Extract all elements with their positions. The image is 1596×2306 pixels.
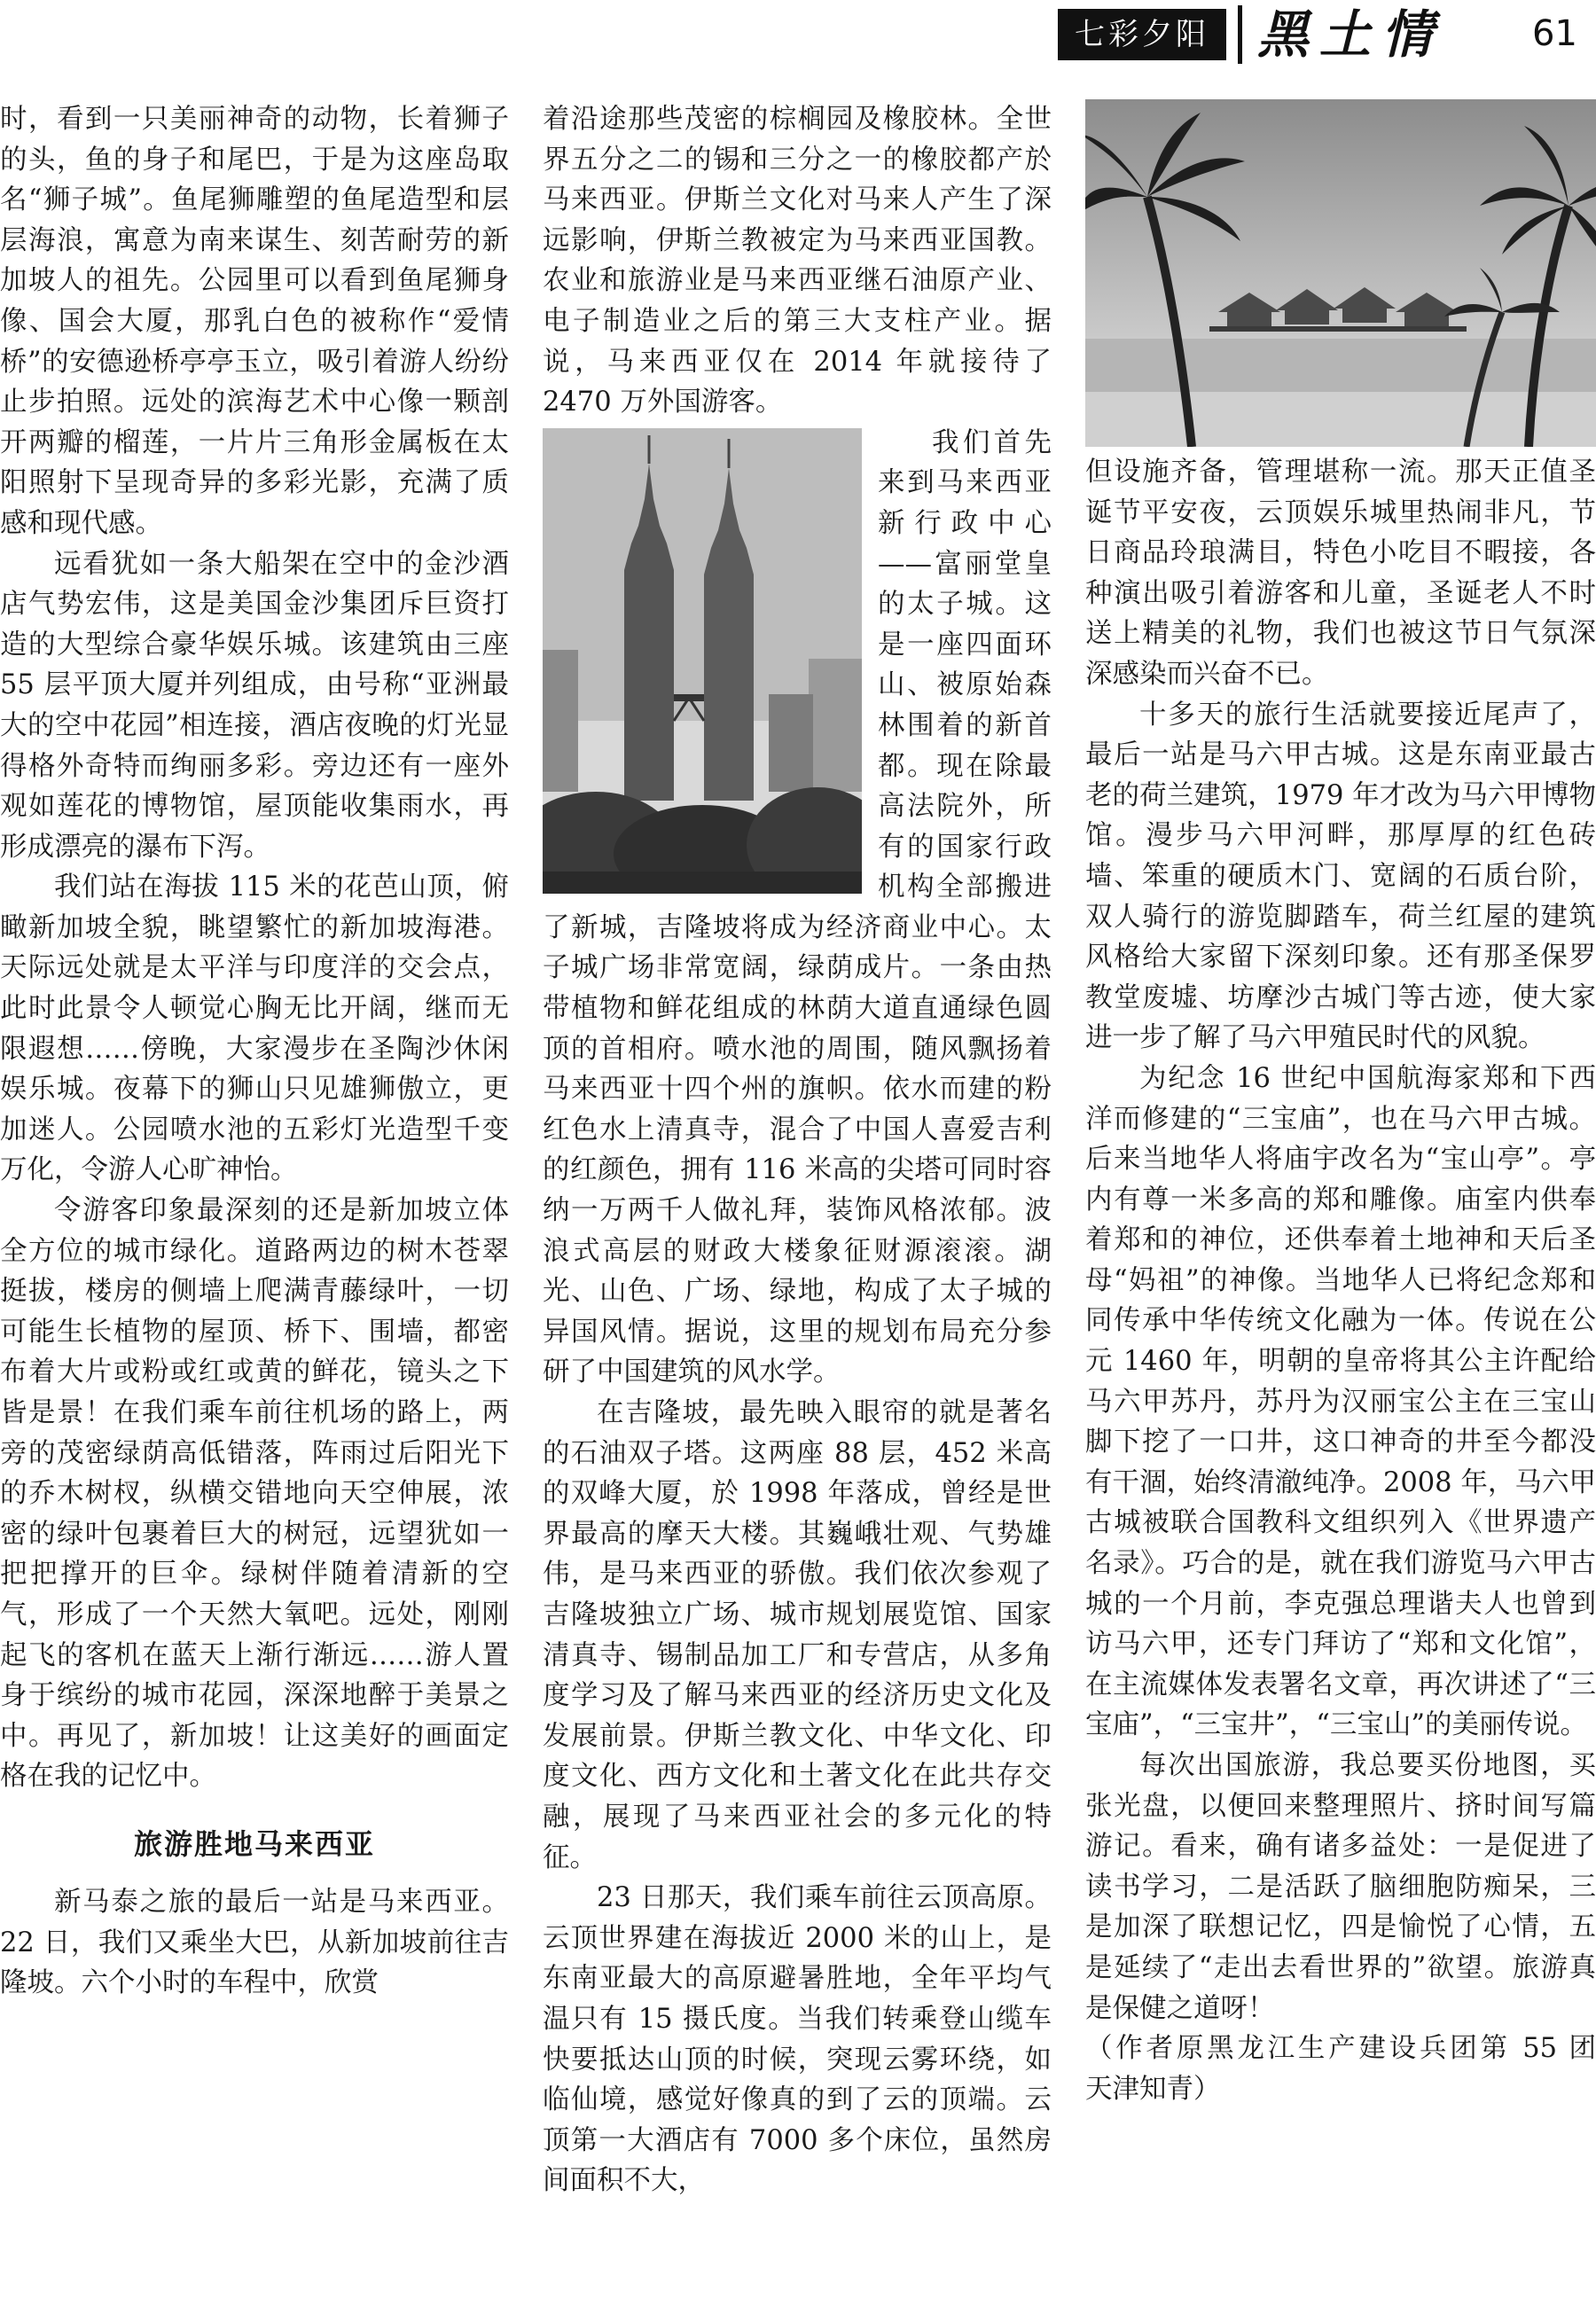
page-number: 61 bbox=[1532, 13, 1577, 54]
article-column-2 bbox=[543, 99, 1052, 2298]
paragraph: 在吉隆坡，最先映入眼帘的就是著名的石油双子塔。这两座 88 层，452 米高的双峰大厦，於 1998 年落成，曾经是世界最高的摩天大楼。其巍峨壮观、气势雄伟，是马来西亚的骄傲。我们依次参观了吉隆坡独立广场、城市规划展览馆、国家清真寺、锡制品加工厂和专营店，从多角度学习及了解马来西亚的经济历史文化及发展前景。伊斯兰教文化、中华文化、印度文化、西方文化和土著文化在此共存交融，展现了马来西亚社会的多元化的特征。 bbox=[543, 1397, 1052, 1873]
paragraph: 为纪念 16 世纪中国航海家郑和下西洋而修建的“三宝庙”，也在马六甲古城。后来当地华人将庙宇改名为“宝山亭”。亭内有尊一米多高的郑和雕像。庙室内供奉着郑和的神位，还供奉着土地神和天后圣母“妈祖”的神像。当地华人已将纪念郑和同传承中华传统文化融为一体。传说在公元 1460 年，明朝的皇帝将其公主许配给马六甲苏丹，苏丹为汉丽宝公主在三宝山脚下挖了一口井，这口神奇的井至今都没有干涸，始终清澈纯净。2008 年，马六甲古城被联合国教科文组织列入《世界遗产名录》。巧合的是，就在我们游览马六甲古城的一个月前，李克强总理谐夫人也曾到访马六甲，还专门拜访了“郑和文化馆”，在主流媒体发表署名文章，再次讲述了“三宝庙”，“三宝井”，“三宝山”的美丽传说。 bbox=[1085, 1062, 1596, 1741]
paragraph: 我们首先来到马来西亚新行政中心——富丽堂皇的太子城。这是一座四面环山、被原始森林围着的新首都。现在除最高法院外，所有的国家行政机构全部搬进了新城，吉隆坡将成为经济商业中心。太子城广场非常宽阔，绿荫成片。一条由热带植物和鲜花组成的林荫大道直通绿色圆顶的首相府。喷水池的周围，随风飘扬着马来西亚十四个州的旗帜。依水而建的粉红色水上清真寺，混合了中国人喜爱吉利的红颜色，拥有 116 米高的尖塔可同时容纳一万两千人做礼拜，装饰风格浓郁。波浪式高层的财政大楼象征财源滚滚。湖光、山色、广场、绿地，构成了太子城的异国风情。据说，这里的规划布局充分参研了中国建筑的风水学。 bbox=[543, 426, 1052, 1388]
paragraph: 每次出国旅游，我总要买份地图，买张光盘，以便回来整理照片、挤时间写篇游记。看来，确有诸多益处：一是促进了读书学习，二是活跃了脑细胞防痴呆，三是加深了联想记忆，四是愉悦了心情，五是延续了“走出去看世界的”欲望。旅游真是保健之道呀！ bbox=[1085, 1750, 1596, 2024]
paragraph: 时，看到一只美丽神奇的动物，长着狮子的头，鱼的身子和尾巴，于是为这座岛取名“狮子城”。鱼尾狮雕塑的鱼尾造型和层层海浪，寓意为南来谋生、刻苦耐劳的新加坡人的祖先。公园里可以看到鱼尾狮身像、国会大厦，那乳白色的被称作“爱情桥”的安德逊桥亭亭玉立，吸引着游人纷纷止步拍照。远处的滨海艺术中心像一颗剖开两瓣的榴莲，一片片三角形金属板在太阳照射下呈现奇异的多彩光影，充满了质感和现代感。 bbox=[0, 104, 509, 539]
paragraph: 十多天的旅行生活就要接近尾声了，最后一站是马六甲古城。这是东南亚最古老的荷兰建筑，1979 年才改为马六甲博物馆。漫步马六甲河畔，那厚厚的红色砖墙、笨重的硬质木门、宽阔的石质台阶，双人骑行的游览脚踏车，荷兰红屋的建筑风格给大家留下深刻印象。还有那圣保罗教堂废墟、坊摩沙古城门等古迹，使大家进一步了解了马六甲殖民时代的风貌。 bbox=[1085, 699, 1596, 1054]
article-column-3 bbox=[1085, 99, 1596, 2298]
twin-towers-photo bbox=[543, 428, 862, 894]
masthead-title: 黑土情 bbox=[1257, 4, 1444, 65]
paragraph: 新马泰之旅的最后一站是马来西亚。22 日，我们又乘坐大巴，从新加坡前往吉隆坡。六个小时的车程中，欣赏 bbox=[0, 1886, 509, 1999]
section-subheading: 旅游胜地马来西亚 bbox=[133, 1826, 375, 1861]
paragraph: 远看犹如一条大船架在空中的金沙酒店气势宏伟，这是美国金沙集团斥巨资打造的大型综合豪华娱乐城。该建筑由三座 55 层平顶大厦并列组成，由号称“亚洲最大的空中花园”相连接，酒店夜晚的灯光显得格外奇特而绚丽多彩。旁边还有一座外观如莲花的博物馆，屋顶能收集雨水，再形成漂亮的瀑布下泻。 bbox=[0, 548, 509, 863]
paragraph: 23 日那天，我们乘车前往云顶高原。云顶世界建在海拔近 2000 米的山上，是东南亚最大的高原避暑胜地，全年平均气温只有 15 摄氏度。当我们转乘登山缆车快要抵达山顶的时候，突现云雾环绕，如临仙境，感觉好像真的到了云的顶端。云顶第一大酒店有 7000 多个床位，虽然房间面积不大， bbox=[543, 1882, 1052, 2197]
paragraph: 令游客印象最深刻的还是新加坡立体全方位的城市绿化。道路两边的树木苍翠挺拔，楼房的侧墙上爬满青藤绿叶，一切可能生长植物的屋顶、桥下、围墙，都密布着大片或粉或红或黄的鲜花，镜头之下皆是景！在我们乘车前往机场的路上，两旁的茂密绿荫高低错落，阵雨过后阳光下的乔木树杈，纵横交错地向天空伸展，浓密的绿叶包裹着巨大的树冠，远望犹如一把把撑开的巨伞。绿树伴随着清新的空气，形成了一个天然大氧吧。远处，刚刚起飞的客机在蓝天上渐行渐远……游人置身于缤纷的城市花园，深深地醉于美景之中。再见了，新加坡！让这美好的画面定格在我的记忆中。 bbox=[0, 1195, 509, 1793]
author-byline: （作者原黑龙江生产建设兵团第 55 团 天津知青） bbox=[1085, 2033, 1596, 2105]
paragraph: 但设施齐备，管理堪称一流。那天正值圣诞节平安夜，云顶娱乐城里热闹非凡，节日商品玲琅满目，特色小吃目不暇接，各种演出吸引着游客和儿童，圣诞老人不时送上精美的礼物，我们也被这节日气氛深深感染而兴奋不已。 bbox=[1085, 457, 1596, 690]
page-header bbox=[0, 0, 1596, 80]
article-column-1 bbox=[0, 99, 509, 2298]
beach-resort-photo bbox=[1085, 99, 1596, 447]
section-tag: 七彩夕阳 bbox=[1058, 9, 1226, 60]
paragraph: 我们站在海拔 115 米的花芭山顶，俯瞰新加坡全貌，眺望繁忙的新加坡海港。天际远处就是太平洋与印度洋的交会点，此时此景令人顿觉心胸无比开阔，继而无限遐想……傍晚，大家漫步在圣陶沙休闲娱乐城。夜幕下的狮山只见雄狮傲立，更加迷人。公园喷水池的五彩灯光造型千变万化，令游人心旷神怡。 bbox=[0, 872, 509, 1186]
paragraph: 着沿途那些茂密的棕榈园及橡胶林。全世界五分之二的锡和三分之一的橡胶都产於马来西亚。伊斯兰文化对马来人产生了深远影响，伊斯兰教被定为马来西亚国教。农业和旅游业是马来西亚继石油原产业、电子制造业之后的第三大支柱产业。据说，马来西亚仅在 2014 年就接待了 2470 万外国游客。 bbox=[543, 104, 1052, 418]
header-divider bbox=[1238, 5, 1242, 64]
